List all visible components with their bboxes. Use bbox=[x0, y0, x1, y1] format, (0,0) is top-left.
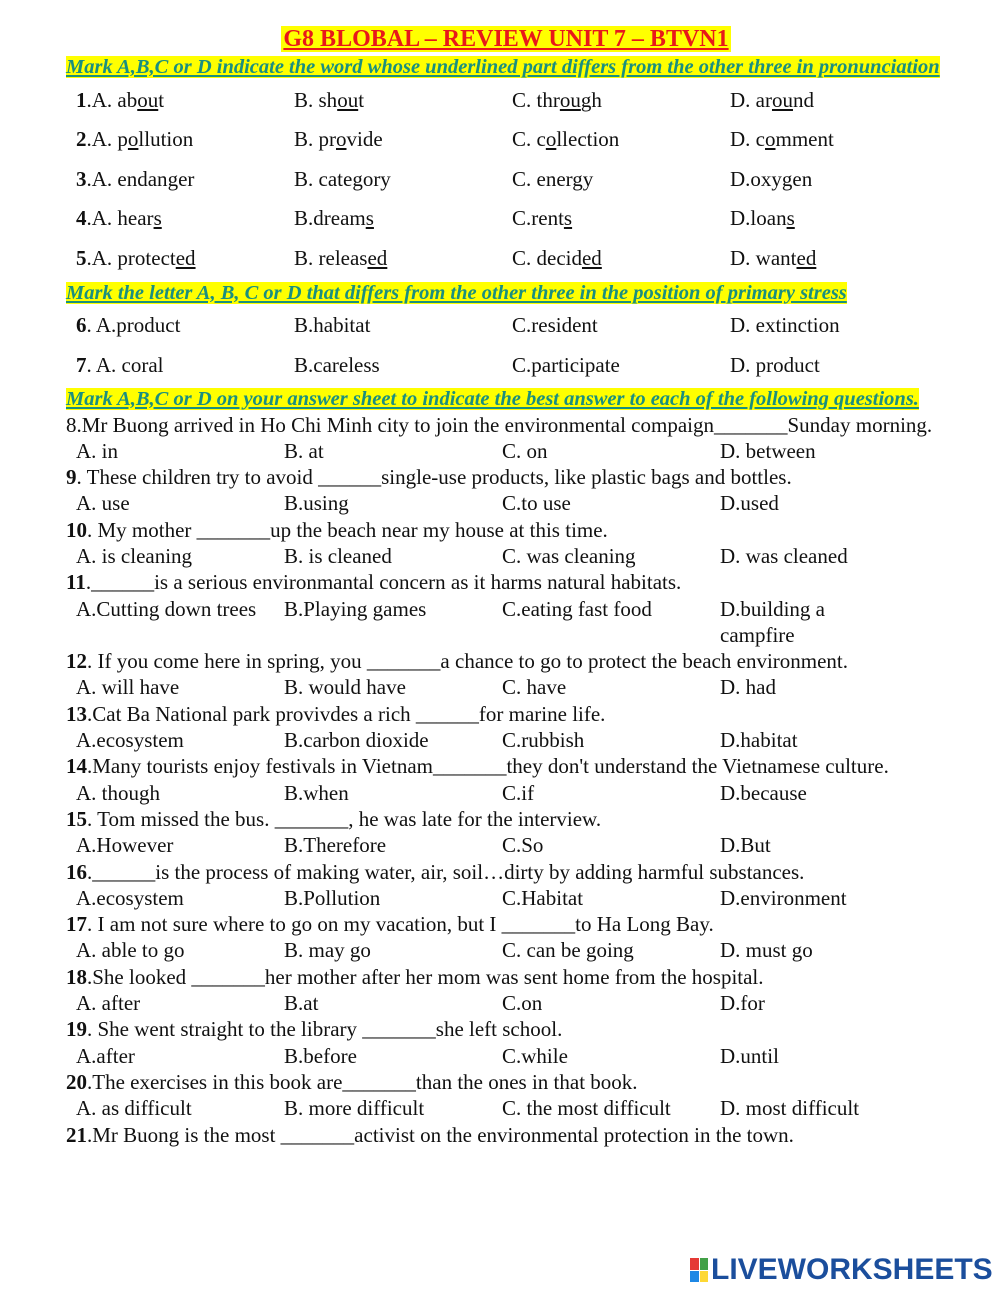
answer-option[interactable] bbox=[730, 352, 940, 378]
question-stem bbox=[66, 964, 946, 990]
section3-instruction: Mark A,B,C or D on your answer sheet to indicate the best answer to each of the following questions. bbox=[66, 387, 919, 410]
underlined-part: ed bbox=[581, 245, 602, 270]
logo-squares-icon bbox=[690, 1258, 708, 1282]
option-text: A. p bbox=[91, 127, 128, 152]
answer-option[interactable]: C.rubbish bbox=[502, 728, 585, 753]
answer-option[interactable]: A.ecosystem bbox=[76, 885, 184, 910]
answer-row bbox=[66, 885, 946, 911]
question-text: .She looked _______her mother after her mom was sent home from the hospital. bbox=[87, 964, 764, 989]
option-text: B. releas bbox=[294, 245, 368, 270]
option-text: A. ab bbox=[91, 87, 138, 112]
option-text: vide bbox=[346, 127, 383, 152]
answer-option[interactable]: A. is cleaning bbox=[76, 543, 193, 568]
underlined-part: g bbox=[781, 166, 793, 191]
answer-option[interactable]: D.habitat bbox=[720, 728, 798, 753]
question-number: 1 bbox=[76, 87, 87, 112]
option-text: D. c bbox=[730, 127, 765, 152]
section1-instruction: Mark A,B,C or D indicate the word whose underlined part differs from the other three in pronunciation bbox=[66, 56, 940, 78]
answer-option[interactable] bbox=[294, 87, 512, 113]
option-text: er bbox=[178, 166, 195, 191]
answer-option[interactable] bbox=[512, 245, 730, 271]
answer-option[interactable]: D. was cleaned bbox=[720, 543, 848, 568]
underlined-part: g bbox=[572, 166, 583, 191]
answer-option[interactable]: B. would have bbox=[284, 675, 406, 700]
answer-option[interactable]: A. though bbox=[76, 780, 160, 805]
option-text: D. product bbox=[730, 352, 820, 377]
option-text: D. ar bbox=[730, 87, 772, 112]
question-row bbox=[66, 238, 946, 278]
answer-option[interactable]: C.if bbox=[502, 780, 535, 805]
answer-option[interactable]: C.to use bbox=[502, 491, 571, 516]
option-text: B. sh bbox=[294, 87, 338, 112]
question-stem bbox=[66, 1069, 946, 1095]
option-text: B.dream bbox=[294, 206, 366, 231]
answer-option[interactable]: C. was cleaning bbox=[502, 543, 636, 568]
answer-option[interactable]: A. as difficult bbox=[76, 1096, 192, 1121]
question-number: 8 bbox=[66, 412, 77, 437]
answer-option[interactable]: C. on bbox=[502, 438, 548, 463]
question-stem bbox=[66, 648, 946, 674]
answer-option[interactable]: A. able to go bbox=[76, 938, 185, 963]
answer-option[interactable]: A.after bbox=[76, 1043, 135, 1068]
answer-option[interactable] bbox=[66, 312, 294, 338]
answer-option[interactable]: B.when bbox=[284, 780, 349, 805]
question-row bbox=[66, 306, 946, 346]
answer-option[interactable]: 1.A. about bbox=[76, 87, 165, 112]
option-text: D.oxy bbox=[730, 166, 782, 191]
question-text: . Tom missed the bus. _______, he was late for the interview. bbox=[87, 806, 602, 831]
underlined-part: o bbox=[765, 127, 776, 152]
section2-instruction: Mark the letter A, B, C or D that differs from the other three in the position of primary stress bbox=[66, 281, 847, 304]
answer-option[interactable]: A.ecosystem bbox=[76, 728, 184, 753]
answer-option[interactable] bbox=[730, 312, 940, 338]
answer-option[interactable]: 2.A. pollution bbox=[76, 127, 194, 152]
answer-row bbox=[66, 596, 946, 649]
option-text: C.rent bbox=[512, 206, 564, 231]
question-text: .______is a serious environmantal concern as it harms natural habitats. bbox=[85, 570, 682, 595]
option-text: B.habitat bbox=[294, 313, 371, 338]
option-text: A. protect bbox=[91, 245, 176, 270]
option-text: B. cate bbox=[294, 166, 353, 191]
answer-option[interactable]: B. at bbox=[284, 438, 324, 463]
underlined-part: g bbox=[352, 166, 363, 191]
underlined-part: ou bbox=[771, 87, 793, 112]
question-number: 13 bbox=[66, 701, 87, 726]
question-number: 5 bbox=[76, 245, 87, 270]
answer-option[interactable] bbox=[512, 205, 730, 231]
question-number: 11 bbox=[66, 570, 86, 595]
answer-option[interactable]: C. can be going bbox=[502, 938, 634, 963]
answer-option[interactable]: D.for bbox=[720, 991, 765, 1016]
question-text: . I am not sure where to go on my vacation, but I _______to Ha Long Bay. bbox=[87, 912, 714, 937]
option-text: C. thr bbox=[512, 87, 560, 112]
option-text: y bbox=[582, 166, 594, 191]
answer-option[interactable] bbox=[730, 126, 940, 152]
option-text: t bbox=[358, 87, 365, 112]
underlined-part: o bbox=[127, 127, 139, 152]
worksheet-page bbox=[66, 24, 946, 1148]
answer-option[interactable] bbox=[294, 126, 512, 152]
question-stem bbox=[66, 1122, 946, 1148]
question-number: 2 bbox=[76, 127, 87, 152]
option-text: C. ener bbox=[512, 166, 573, 191]
underlined-part: ou bbox=[337, 87, 359, 112]
underlined-part: g bbox=[167, 166, 179, 191]
question-number: 20 bbox=[66, 1069, 87, 1094]
answer-row bbox=[66, 990, 946, 1016]
option-text: C.resident bbox=[512, 313, 598, 338]
answer-option[interactable] bbox=[512, 126, 730, 152]
question-stem bbox=[66, 911, 946, 937]
answer-option[interactable]: 5.A. protected bbox=[76, 245, 196, 270]
option-text: D. want bbox=[730, 245, 797, 270]
option-text: A. hear bbox=[91, 206, 154, 231]
question-number: 17 bbox=[66, 912, 87, 937]
answer-option[interactable]: B. more difficult bbox=[284, 1096, 425, 1121]
question-row bbox=[66, 80, 946, 120]
answer-option[interactable]: D. must go bbox=[720, 938, 813, 963]
answer-option[interactable]: B.Therefore bbox=[284, 833, 387, 858]
answer-option[interactable]: C.eating fast food bbox=[502, 596, 652, 621]
question-text: .Mr Buong is the most _______activist on the environmental protection in the town. bbox=[87, 1122, 794, 1147]
option-text: . A.product bbox=[86, 313, 181, 338]
answer-option[interactable]: D.until bbox=[720, 1043, 779, 1068]
logo-text: LIVEWORKSHEETS bbox=[711, 1253, 993, 1286]
answer-option[interactable] bbox=[730, 87, 940, 113]
question-row bbox=[66, 159, 946, 199]
underlined-part: ed bbox=[367, 245, 388, 270]
question-stem bbox=[66, 412, 946, 438]
answer-option[interactable]: B. is cleaned bbox=[284, 543, 392, 568]
answer-option[interactable]: C.while bbox=[502, 1043, 568, 1068]
answer-option[interactable]: B.using bbox=[284, 491, 349, 516]
answer-option[interactable]: D.environment bbox=[720, 885, 847, 910]
answer-option[interactable] bbox=[730, 205, 940, 231]
answer-option[interactable]: A.Cutting down trees bbox=[76, 596, 257, 621]
option-text: C. decid bbox=[512, 245, 582, 270]
option-text: D.loan bbox=[730, 206, 787, 231]
liveworksheets-logo bbox=[690, 1254, 993, 1286]
question-text: . She went straight to the library _______she left school. bbox=[87, 1017, 563, 1042]
question-number: 15 bbox=[66, 806, 87, 831]
answer-row bbox=[66, 490, 946, 516]
question-text: . If you come here in spring, you _______a chance to go to protect the beach environment. bbox=[87, 649, 849, 674]
answer-option[interactable]: B. may go bbox=[284, 938, 371, 963]
answer-option[interactable]: D.used bbox=[720, 491, 779, 516]
answer-option[interactable] bbox=[512, 166, 730, 192]
option-text: mment bbox=[775, 127, 834, 152]
answer-row bbox=[66, 780, 946, 806]
option-text: A. endan bbox=[91, 166, 168, 191]
question-text: .Cat Ba National park provivdes a rich ______for marine life. bbox=[87, 701, 606, 726]
answer-option[interactable] bbox=[294, 245, 512, 271]
option-text: nd bbox=[792, 87, 814, 112]
answer-option[interactable]: B.Pollution bbox=[284, 885, 381, 910]
question-text: .The exercises in this book are_______than the ones in that book. bbox=[87, 1069, 638, 1094]
answer-option[interactable]: C.on bbox=[502, 991, 543, 1016]
option-text: llection bbox=[556, 127, 620, 152]
answer-option[interactable]: A.However bbox=[76, 833, 174, 858]
answer-option[interactable]: A. after bbox=[76, 991, 141, 1016]
question-number: 18 bbox=[66, 964, 87, 989]
underlined-part: ou bbox=[137, 87, 159, 112]
answer-row bbox=[66, 674, 946, 700]
answer-option[interactable] bbox=[294, 352, 512, 378]
answer-option[interactable] bbox=[512, 87, 730, 113]
question-number: 3 bbox=[76, 166, 87, 191]
answer-option[interactable]: B.before bbox=[284, 1043, 357, 1068]
option-text: B.careless bbox=[294, 352, 380, 377]
answer-row bbox=[66, 937, 946, 963]
underlined-part: o bbox=[336, 127, 347, 152]
answer-option[interactable]: C.Habitat bbox=[502, 885, 584, 910]
answer-option[interactable]: 3.A. endanger bbox=[76, 166, 195, 191]
answer-row bbox=[66, 1095, 946, 1121]
question-stem bbox=[66, 517, 946, 543]
question-number: 16 bbox=[66, 859, 87, 884]
answer-row bbox=[66, 727, 946, 753]
option-text: C. c bbox=[512, 127, 546, 152]
answer-row bbox=[66, 438, 946, 464]
question-stem bbox=[66, 1016, 946, 1042]
question-stem bbox=[66, 859, 946, 885]
section1-questions bbox=[66, 80, 946, 278]
option-text: B. pr bbox=[294, 127, 336, 152]
underlined-part: s bbox=[786, 206, 795, 231]
question-stem bbox=[66, 569, 946, 595]
option-text: ory bbox=[362, 166, 391, 191]
section3-questions bbox=[66, 412, 946, 1148]
question-text: .______is the process of making water, air, soil…dirty by adding harmful substances. bbox=[87, 859, 805, 884]
answer-option[interactable] bbox=[730, 245, 940, 271]
answer-option[interactable]: 4.A. hears bbox=[76, 206, 162, 231]
underlined-part: ed bbox=[175, 245, 196, 270]
question-number: 14 bbox=[66, 754, 87, 779]
option-text: gh bbox=[580, 87, 602, 112]
option-text: en bbox=[792, 166, 813, 191]
answer-option[interactable] bbox=[730, 166, 940, 192]
answer-option[interactable]: C.So bbox=[502, 833, 544, 858]
underlined-part: s bbox=[153, 206, 162, 231]
answer-option[interactable]: D. had bbox=[720, 675, 776, 700]
option-text: llution bbox=[138, 127, 194, 152]
question-number: 12 bbox=[66, 649, 87, 674]
answer-option[interactable]: B.carbon dioxide bbox=[284, 728, 429, 753]
question-row bbox=[66, 345, 946, 385]
question-number: 4 bbox=[76, 206, 87, 231]
question-stem bbox=[66, 806, 946, 832]
question-number: 7 bbox=[76, 352, 87, 377]
answer-option[interactable] bbox=[294, 205, 512, 231]
question-number: 21 bbox=[66, 1122, 87, 1147]
question-row bbox=[66, 120, 946, 160]
question-number: 10 bbox=[66, 517, 87, 542]
question-text: .Mr Buong arrived in Ho Chi Minh city to join the environmental compaign_______Sunday morning. bbox=[76, 412, 933, 437]
question-number: 6 bbox=[76, 313, 87, 338]
answer-row bbox=[66, 832, 946, 858]
answer-option[interactable] bbox=[512, 352, 730, 378]
answer-option[interactable] bbox=[66, 352, 294, 378]
answer-option[interactable]: B.at bbox=[284, 991, 319, 1016]
option-text: D. extinction bbox=[730, 313, 840, 338]
answer-option[interactable]: D.because bbox=[720, 780, 807, 805]
answer-option[interactable] bbox=[294, 312, 512, 338]
option-text: t bbox=[158, 87, 165, 112]
page-title: G8 BLOBAL – REVIEW UNIT 7 – BTVN1 bbox=[283, 26, 729, 52]
underlined-part: s bbox=[563, 206, 573, 231]
answer-option[interactable]: C. the most difficult bbox=[502, 1096, 671, 1121]
answer-option[interactable]: C. have bbox=[502, 675, 567, 700]
question-stem bbox=[66, 701, 946, 727]
underlined-part: s bbox=[365, 206, 374, 231]
question-number: 9 bbox=[66, 465, 77, 490]
answer-option[interactable]: D.building a campfire bbox=[720, 596, 825, 647]
answer-option[interactable]: D.But bbox=[720, 833, 771, 858]
question-text: .Many tourists enjoy festivals in Vietnam_______they don't understand the Vietnamese culture. bbox=[87, 754, 889, 779]
answer-row bbox=[66, 543, 946, 569]
answer-option[interactable]: D. most difficult bbox=[720, 1096, 860, 1121]
answer-row bbox=[66, 1043, 946, 1069]
answer-option[interactable]: A. use bbox=[76, 491, 130, 516]
underlined-part: o bbox=[545, 127, 557, 152]
question-stem bbox=[66, 753, 946, 779]
underlined-part: ed bbox=[796, 245, 817, 270]
question-text: . These children try to avoid ______single-use products, like plastic bags and bottles. bbox=[76, 465, 792, 490]
answer-option[interactable] bbox=[294, 166, 512, 192]
question-text: . My mother _______up the beach near my house at this time. bbox=[87, 517, 608, 542]
question-stem bbox=[66, 464, 946, 490]
underlined-part: ou bbox=[559, 87, 581, 112]
answer-option[interactable] bbox=[512, 312, 730, 338]
section2-questions bbox=[66, 306, 946, 385]
answer-option[interactable]: A. will have bbox=[76, 675, 180, 700]
question-number: 19 bbox=[66, 1017, 87, 1042]
option-text: C.participate bbox=[512, 352, 620, 377]
answer-option[interactable]: A. in bbox=[76, 438, 118, 463]
option-text: . A. coral bbox=[86, 352, 164, 377]
answer-option[interactable]: D. between bbox=[720, 438, 816, 463]
question-row bbox=[66, 199, 946, 239]
answer-option[interactable]: B.Playing games bbox=[284, 596, 427, 621]
